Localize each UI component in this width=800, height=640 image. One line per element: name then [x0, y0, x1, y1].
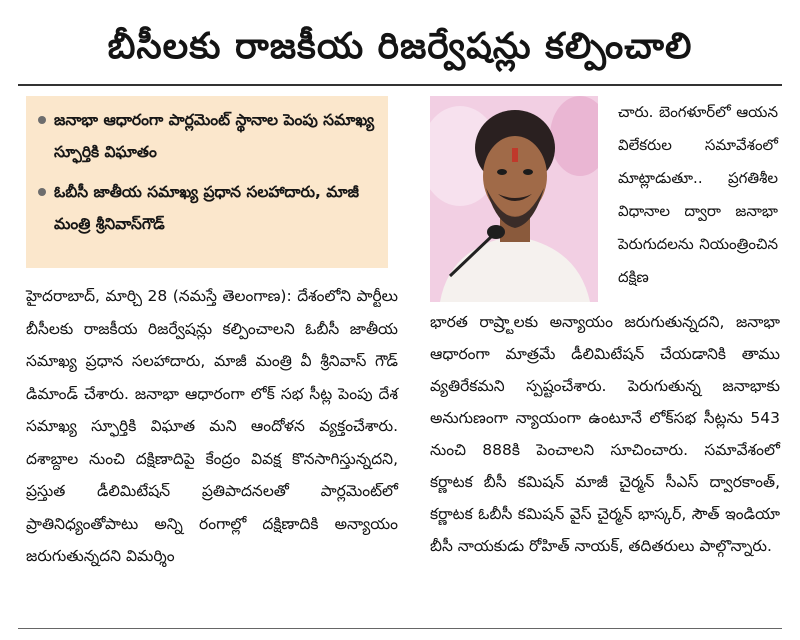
bottom-rule — [18, 628, 782, 629]
bullet-dot-icon — [38, 188, 46, 196]
highlight-text: ఓబీసీ జాతీయ సమాఖ్య ప్రధాన సలహాదారు, మాజీ మంత్రి శ్రీనివాస్‌గౌడ్ — [54, 183, 359, 233]
article-column-right-bottom — [430, 306, 780, 562]
article-paragraph: భారత రాష్ర్టాలకు అన్యాయం జరుగుతున్నదని, జనాభా ఆధారంగా మాత్రమే డీలిమిటేషన్ చేయడానికి తాము వ్యతిరేకమని స్పష్టంచేశారు. పెరుగుతున్న జనాభాకు అనుగుణంగా న్యాయంగా ఉంటూనే లోక్‌సభ సీట్లను 543 నుంచి 888కి పెంచాలని సూచించారు. సమావేశంలో కర్ణాటక బీసీ కమిషన్ మాజీ చైర్మన్ సీఎస్ ద్వారకాంత్, కర్ణాటక ఓబీసీ కమిషన్ వైస్ చైర్మన్ భాస్కర్, సౌత్ ఇండియా బీసీ నాయకుడు రోహిత్ నాయక్, తదితరులు పాల్గొన్నారు. — [430, 313, 780, 555]
highlight-item — [36, 104, 378, 168]
headline-rule — [18, 84, 782, 86]
article-column-left — [26, 280, 398, 573]
bullet-dot-icon — [38, 116, 46, 124]
speaker-photo — [430, 96, 598, 302]
article-paragraph: హైదరాబాద్, మార్చి 28 (నమస్తే తెలంగాణ): దేశంలోని పార్టీలు బీసీలకు రాజకీయ రిజర్వేషన్లు కల్పించాలని ఓబీసీ జాతీయ సమాఖ్య ప్రధాన సలహాదారు, మాజీ మంత్రి వీ శ్రీనివాస్ గౌడ్ డిమాండ్ చేశారు. జనాభా ఆధారంగా లోక్ సభ సీట్ల పెంపు దేశ సమాఖ్య స్ఫూర్తికి విఘాత మని ఆందోళన వ్యక్తంచేశారు. దశాబ్దాల నుంచి దక్షిణాదిపై కేంద్రం వివక్ష కొనసాగిస్తున్నదని, ప్రస్తుత డీలిమిటేషన్ ప్రతిపాదనలతో పార్లమెంట్‌లో ప్రాతినిధ్యంతోపాటు అన్ని రంగాల్లో దక్షిణాదికి అన్యాయం జరుగుతున్నదని విమర్శిం — [26, 287, 398, 565]
highlights-box — [26, 96, 388, 268]
highlight-item — [36, 176, 378, 240]
article-column-right-top — [618, 96, 778, 294]
highlight-text: జనాభా ఆధారంగా పార్లమెంట్ స్థానాల పెంపు సమాఖ్య స్ఫూర్తికి విఘాతం — [54, 111, 375, 161]
article-paragraph: చారు. బెంగళూర్‌లో ఆయన విలేకరుల సమావేశంలో మాట్లాడుతూ.. ప్రగతిశీల విధానాల ద్వారా జనాభా పెరుగుదలను నియంత్రించిన దక్షిణ — [618, 103, 778, 286]
speaker-illustration — [430, 96, 598, 302]
headline: బీసీలకు రాజకీయ రిజర్వేషన్లు కల్పించాలి — [107, 26, 693, 67]
